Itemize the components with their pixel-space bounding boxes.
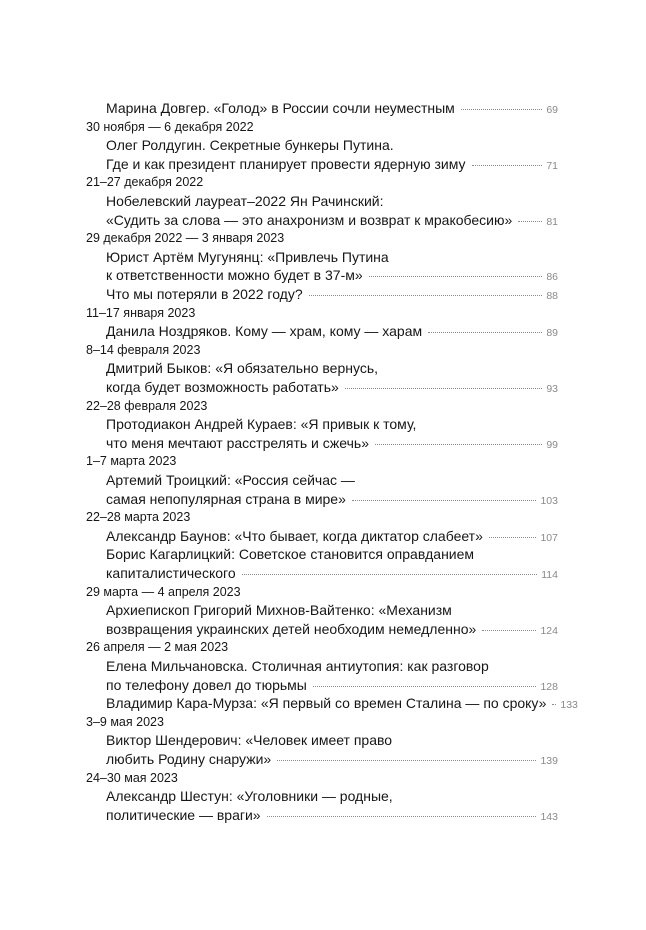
dot-leader	[345, 388, 543, 389]
entry-title: к ответственности можно будет в 37-м»	[106, 267, 363, 284]
toc-entry-line[interactable]	[106, 695, 578, 714]
toc-entry-line[interactable]: Виктор Шендерович: «Человек имеет право	[106, 732, 393, 749]
section-date: 29 декабря 2022 — 3 января 2023	[86, 231, 285, 246]
dot-leader	[489, 537, 537, 538]
section-date: 29 марта — 4 апреля 2023	[86, 584, 241, 599]
page-number: 93	[546, 383, 558, 395]
page-number: 71	[546, 159, 558, 172]
entry-title: Александр Баунов: «Что бывает, когда диктатор слабеет»	[106, 527, 483, 544]
section-date: 21–27 декабря 2022	[86, 175, 204, 190]
page-number: 107	[540, 531, 558, 544]
toc-entry-line[interactable]: Александр Шестун: «Уголовники — родные,	[106, 788, 393, 805]
dot-leader	[461, 109, 543, 110]
entry-title: когда будет возможность работать»	[106, 379, 339, 395]
dot-leader	[552, 704, 556, 705]
dot-leader	[369, 276, 543, 277]
dot-leader	[375, 444, 542, 445]
entry-title: Что мы потеряли в 2022 году?	[106, 286, 303, 302]
toc-entry-line[interactable]: Протодиакон Андрей Кураев: «Я привык к тому,	[106, 416, 417, 433]
dot-leader	[242, 574, 538, 575]
entry-title: Марина Довгер. «Голод» в России сочли неуместным	[106, 100, 455, 116]
entry-title: «Судить за слова — это анахронизм и возврат к мракобесию»	[106, 211, 513, 228]
dot-leader	[472, 165, 543, 166]
toc-entry-line[interactable]: Елена Мильчановска. Столичная антиутопия: как разговор	[106, 658, 489, 674]
page-number: 81	[546, 215, 558, 228]
toc-entry-line[interactable]	[106, 565, 558, 584]
page-number: 88	[546, 290, 558, 302]
page-number: 89	[546, 327, 558, 340]
toc-entry-line[interactable]: Борис Кагарлицкий: Советское становится оправданием	[106, 546, 475, 563]
entry-title: по телефону довел до тюрьмы	[106, 676, 307, 693]
toc-entry-line[interactable]: Архиепископ Григорий Михнов-Вайтенко: «Механизм	[106, 602, 452, 619]
entry-title: политические — враги»	[106, 806, 261, 823]
section-date: 8–14 февраля 2023	[86, 342, 201, 357]
toc-entry-line[interactable]	[106, 807, 558, 826]
entry-title: Где и как президент планирует провести ядерную зиму	[106, 155, 466, 172]
entry-title: капиталистического	[106, 565, 236, 581]
section-date: 22–28 марта 2023	[86, 510, 191, 525]
entry-title: Данила Ноздряков. Кому — храм, кому — харам	[106, 323, 423, 340]
section-date: 22–28 февраля 2023	[86, 398, 208, 413]
toc-entry-line[interactable]	[106, 491, 558, 510]
toc-entry-line[interactable]: Артемий Троицкий: «Россия сейчас —	[106, 472, 355, 488]
page-number: 139	[540, 755, 558, 767]
entry-title: самая непопулярная страна в мире»	[106, 490, 346, 507]
page-number: 69	[546, 104, 558, 116]
section-date: 1–7 марта 2023	[86, 454, 177, 469]
dot-leader	[267, 816, 537, 817]
section-date: 26 апреля — 2 мая 2023	[86, 640, 229, 655]
dot-leader	[309, 295, 543, 296]
section-date: 3–9 мая 2023	[86, 714, 164, 729]
toc-entry-line[interactable]	[106, 323, 558, 342]
toc-entry-line[interactable]: Нобелевский лауреат–2022 Ян Рачинский:	[106, 193, 384, 209]
toc-entry-line[interactable]	[106, 267, 558, 286]
dot-leader	[428, 332, 542, 333]
entry-title: любить Родину снаружи»	[106, 751, 272, 767]
page-number: 128	[540, 680, 558, 693]
toc-entry-line[interactable]	[106, 435, 558, 454]
toc-entry-line[interactable]	[106, 156, 558, 175]
toc-entry-line[interactable]	[106, 677, 558, 696]
page-number: 124	[540, 624, 558, 637]
toc-entry-line[interactable]	[106, 621, 558, 640]
section-date: 24–30 мая 2023	[86, 770, 178, 785]
page-number: 133	[560, 699, 578, 712]
toc-entry-line[interactable]	[106, 212, 558, 231]
toc-entry-line[interactable]	[106, 751, 558, 770]
dot-leader	[482, 630, 536, 631]
toc-entry-line[interactable]: Дмитрий Быков: «Я обязательно вернусь,	[106, 360, 379, 377]
page-number: 143	[540, 810, 558, 823]
dot-leader	[518, 221, 542, 222]
dot-leader	[277, 760, 536, 761]
page-number: 86	[546, 271, 558, 284]
toc-entry-line[interactable]: Юрист Артём Мугунянц: «Привлечь Путина	[106, 248, 389, 265]
toc-entry-line[interactable]: Олег Ролдугин. Секретные бункеры Путина.	[106, 137, 394, 154]
page-number: 103	[540, 494, 558, 507]
toc-entry-line[interactable]	[106, 286, 558, 305]
toc-entry-line[interactable]	[106, 100, 558, 119]
dot-leader	[313, 686, 537, 687]
entry-title: Владимир Кара-Мурза: «Я первый со времен Сталина — по сроку»	[106, 695, 547, 712]
entry-title: возвращения украинских детей необходим немедленно»	[106, 620, 477, 637]
entry-title: что меня мечтают расстрелять и сжечь»	[106, 434, 369, 451]
section-date: 30 ноября — 6 декабря 2022	[86, 119, 254, 134]
page-number: 99	[546, 438, 558, 451]
section-date: 11–17 января 2023	[86, 305, 196, 320]
page-number: 114	[541, 569, 558, 581]
toc-entry-line[interactable]	[106, 528, 558, 547]
toc-entry-line[interactable]	[106, 379, 558, 398]
dot-leader	[352, 500, 537, 501]
